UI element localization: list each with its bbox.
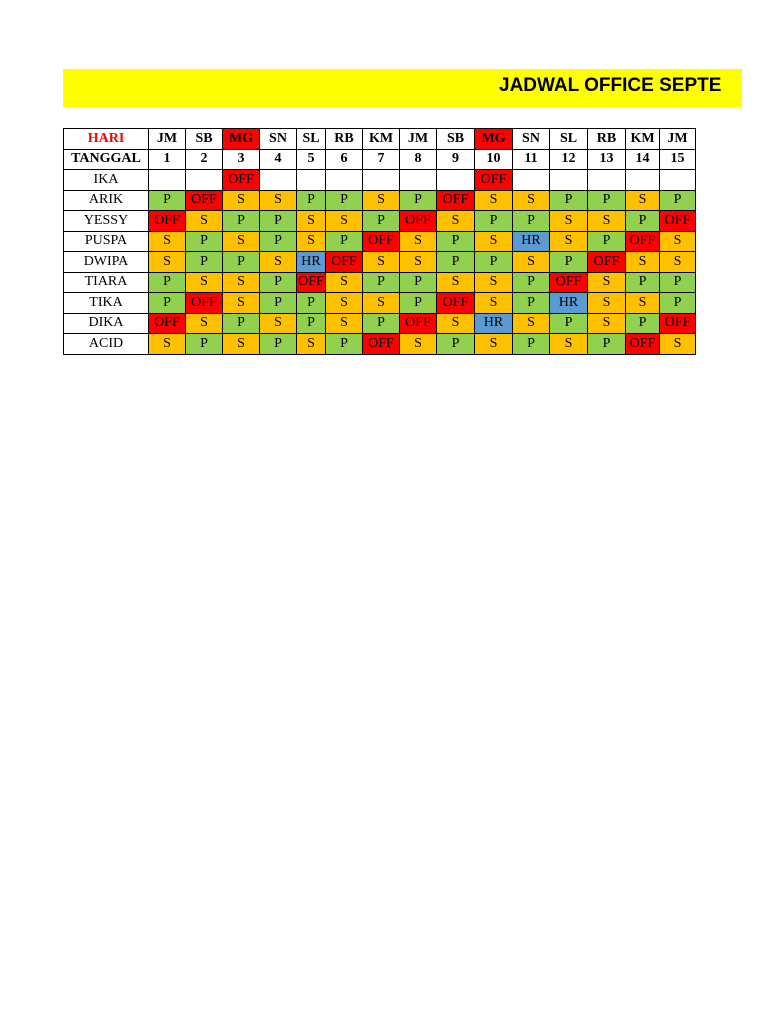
date-cell: 2	[186, 149, 223, 170]
shift-cell: S	[149, 334, 186, 355]
shift-cell	[326, 170, 363, 191]
shift-cell: P	[588, 231, 626, 252]
staff-row	[64, 211, 696, 232]
shift-cell: S	[297, 334, 326, 355]
shift-cell	[400, 170, 437, 191]
staff-row	[64, 334, 696, 355]
shift-cell: P	[326, 190, 363, 211]
shift-cell: P	[297, 190, 326, 211]
shift-cell: P	[186, 334, 223, 355]
shift-cell: P	[626, 211, 660, 232]
day-cell: JM	[400, 129, 437, 150]
shift-cell: P	[297, 313, 326, 334]
day-cell: SB	[186, 129, 223, 150]
shift-cell: S	[550, 211, 588, 232]
date-cell: 14	[626, 149, 660, 170]
shift-cell: OFF	[475, 170, 513, 191]
shift-cell: OFF	[186, 293, 223, 314]
shift-cell: P	[149, 272, 186, 293]
staff-name: PUSPA	[64, 231, 149, 252]
shift-cell: P	[363, 272, 400, 293]
shift-cell: P	[513, 211, 550, 232]
shift-cell	[363, 170, 400, 191]
schedule-table	[63, 128, 696, 355]
shift-cell: P	[437, 334, 475, 355]
staff-row	[64, 313, 696, 334]
shift-cell: P	[149, 293, 186, 314]
shift-cell: S	[223, 293, 260, 314]
date-cell: 4	[260, 149, 297, 170]
shift-cell: P	[326, 334, 363, 355]
date-cell: 5	[297, 149, 326, 170]
date-cell: 8	[400, 149, 437, 170]
date-cell: 7	[363, 149, 400, 170]
shift-cell: P	[223, 252, 260, 273]
date-cell: 1	[149, 149, 186, 170]
shift-cell: OFF	[149, 211, 186, 232]
shift-cell: P	[363, 313, 400, 334]
shift-cell: P	[475, 252, 513, 273]
date-cell: 12	[550, 149, 588, 170]
staff-row	[64, 272, 696, 293]
shift-cell: P	[223, 211, 260, 232]
shift-cell: OFF	[660, 211, 696, 232]
shift-cell: S	[550, 334, 588, 355]
shift-cell: S	[475, 334, 513, 355]
shift-cell: P	[660, 293, 696, 314]
shift-cell: OFF	[588, 252, 626, 273]
shift-cell: S	[260, 313, 297, 334]
shift-cell: P	[400, 272, 437, 293]
date-cell: 11	[513, 149, 550, 170]
shift-cell: S	[326, 211, 363, 232]
shift-cell	[297, 170, 326, 191]
shift-cell: S	[363, 252, 400, 273]
staff-row	[64, 170, 696, 191]
shift-cell: S	[326, 293, 363, 314]
shift-cell: S	[626, 252, 660, 273]
shift-cell: P	[223, 313, 260, 334]
shift-cell: P	[149, 190, 186, 211]
shift-cell: S	[186, 211, 223, 232]
shift-cell: S	[626, 190, 660, 211]
shift-cell: P	[400, 293, 437, 314]
day-cell: JM	[660, 129, 696, 150]
staff-name: DIKA	[64, 313, 149, 334]
staff-name: TIARA	[64, 272, 149, 293]
shift-cell: OFF	[363, 231, 400, 252]
shift-cell: S	[223, 334, 260, 355]
shift-cell: S	[588, 293, 626, 314]
shift-cell: S	[660, 231, 696, 252]
shift-cell: S	[513, 252, 550, 273]
shift-cell: S	[326, 313, 363, 334]
shift-cell: S	[437, 272, 475, 293]
day-cell: KM	[626, 129, 660, 150]
shift-cell: OFF	[437, 293, 475, 314]
shift-cell: P	[186, 252, 223, 273]
shift-cell: OFF	[400, 211, 437, 232]
shift-cell: OFF	[550, 272, 588, 293]
date-cell: 13	[588, 149, 626, 170]
shift-cell: OFF	[437, 190, 475, 211]
shift-cell: P	[326, 231, 363, 252]
shift-cell: OFF	[626, 334, 660, 355]
shift-cell: S	[475, 272, 513, 293]
shift-cell	[186, 170, 223, 191]
title-bar	[63, 69, 742, 107]
shift-cell: S	[550, 231, 588, 252]
date-cell: 6	[326, 149, 363, 170]
shift-cell: S	[513, 190, 550, 211]
staff-row	[64, 231, 696, 252]
shift-cell: S	[626, 293, 660, 314]
shift-cell: S	[363, 293, 400, 314]
shift-cell: P	[550, 252, 588, 273]
shift-cell: S	[475, 293, 513, 314]
staff-name: DWIPA	[64, 252, 149, 273]
day-cell: MG	[475, 129, 513, 150]
shift-cell: S	[588, 211, 626, 232]
day-cell: JM	[149, 129, 186, 150]
shift-cell: OFF	[660, 313, 696, 334]
shift-cell: OFF	[223, 170, 260, 191]
shift-cell: P	[260, 334, 297, 355]
date-cell: 3	[223, 149, 260, 170]
date-header-row	[64, 149, 696, 170]
shift-cell	[588, 170, 626, 191]
shift-cell: S	[513, 313, 550, 334]
shift-cell: S	[660, 334, 696, 355]
shift-cell: S	[660, 252, 696, 273]
page-title: JADWAL OFFICE SEPTE	[499, 75, 722, 96]
shift-cell: S	[186, 272, 223, 293]
shift-cell: S	[475, 190, 513, 211]
shift-cell: HR	[513, 231, 550, 252]
shift-cell: HR	[475, 313, 513, 334]
shift-cell: P	[660, 272, 696, 293]
shift-cell	[513, 170, 550, 191]
shift-cell: P	[363, 211, 400, 232]
shift-cell	[550, 170, 588, 191]
day-cell: RB	[326, 129, 363, 150]
shift-cell	[260, 170, 297, 191]
shift-cell	[149, 170, 186, 191]
shift-cell: P	[513, 272, 550, 293]
shift-cell: S	[223, 231, 260, 252]
shift-cell	[626, 170, 660, 191]
shift-cell: S	[149, 231, 186, 252]
staff-name: ACID	[64, 334, 149, 355]
day-cell: SB	[437, 129, 475, 150]
shift-cell: OFF	[149, 313, 186, 334]
shift-cell: S	[400, 334, 437, 355]
shift-cell: P	[660, 190, 696, 211]
shift-cell: S	[326, 272, 363, 293]
shift-cell: P	[475, 211, 513, 232]
shift-cell: S	[186, 313, 223, 334]
day-cell: KM	[363, 129, 400, 150]
staff-row	[64, 252, 696, 273]
staff-name: TIKA	[64, 293, 149, 314]
shift-cell: P	[626, 272, 660, 293]
shift-cell: P	[513, 334, 550, 355]
shift-cell: S	[260, 190, 297, 211]
shift-cell: S	[400, 252, 437, 273]
shift-cell: S	[363, 190, 400, 211]
shift-cell: S	[297, 211, 326, 232]
shift-cell: HR	[550, 293, 588, 314]
shift-cell: P	[260, 272, 297, 293]
shift-cell: OFF	[326, 252, 363, 273]
staff-name: IKA	[64, 170, 149, 191]
day-cell: SN	[260, 129, 297, 150]
shift-cell: P	[550, 313, 588, 334]
shift-cell: S	[297, 231, 326, 252]
shift-cell: S	[588, 272, 626, 293]
staff-row	[64, 190, 696, 211]
shift-cell: OFF	[186, 190, 223, 211]
shift-cell: S	[437, 313, 475, 334]
shift-cell: P	[260, 293, 297, 314]
hari-label: HARI	[64, 129, 149, 150]
shift-cell: P	[260, 231, 297, 252]
day-cell: SL	[297, 129, 326, 150]
shift-cell: S	[475, 231, 513, 252]
shift-cell: P	[297, 293, 326, 314]
day-cell: SN	[513, 129, 550, 150]
shift-cell: S	[223, 272, 260, 293]
shift-cell: S	[588, 313, 626, 334]
date-cell: 9	[437, 149, 475, 170]
shift-cell: P	[588, 334, 626, 355]
shift-cell: OFF	[297, 272, 326, 293]
day-header-row	[64, 129, 696, 150]
shift-cell: P	[400, 190, 437, 211]
shift-cell: P	[588, 190, 626, 211]
shift-cell: S	[400, 231, 437, 252]
staff-name: ARIK	[64, 190, 149, 211]
shift-cell: P	[437, 252, 475, 273]
shift-cell: P	[186, 231, 223, 252]
shift-cell: OFF	[400, 313, 437, 334]
shift-cell: P	[260, 211, 297, 232]
day-cell: SL	[550, 129, 588, 150]
shift-cell: S	[260, 252, 297, 273]
day-cell: RB	[588, 129, 626, 150]
staff-name: YESSY	[64, 211, 149, 232]
date-cell: 10	[475, 149, 513, 170]
shift-cell: P	[437, 231, 475, 252]
tanggal-label: TANGGAL	[64, 149, 149, 170]
shift-cell: S	[437, 211, 475, 232]
shift-cell: P	[626, 313, 660, 334]
shift-cell	[660, 170, 696, 191]
date-cell: 15	[660, 149, 696, 170]
shift-cell: P	[550, 190, 588, 211]
shift-cell: S	[149, 252, 186, 273]
shift-cell	[437, 170, 475, 191]
shift-cell: OFF	[363, 334, 400, 355]
shift-cell: P	[513, 293, 550, 314]
day-cell: MG	[223, 129, 260, 150]
shift-cell: HR	[297, 252, 326, 273]
shift-cell: OFF	[626, 231, 660, 252]
staff-row	[64, 293, 696, 314]
shift-cell: S	[223, 190, 260, 211]
